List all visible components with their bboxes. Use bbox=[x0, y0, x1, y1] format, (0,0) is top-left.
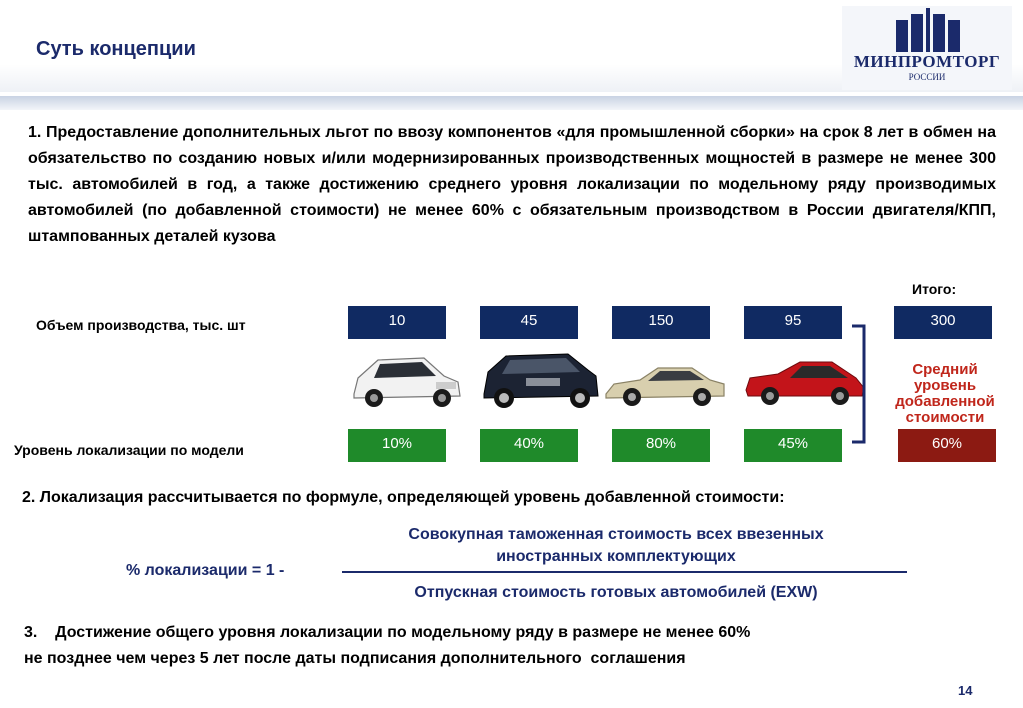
formula-numerator-line-1: Совокупная таможенная стоимость всех ввезенных bbox=[408, 526, 824, 543]
ministry-logo bbox=[842, 6, 1012, 90]
volume-box-4: 95 bbox=[744, 306, 842, 339]
point-2-text: 2. Локализация рассчитывается по формуле, определяющей уровень добавленной стоимости: bbox=[22, 489, 785, 506]
summary-label: Средний уровень добавленной стоимости bbox=[895, 361, 995, 426]
localization-box-4: 45% bbox=[744, 429, 842, 462]
volume-box-1: 10 bbox=[348, 306, 446, 339]
localization-row-label: Уровень локализации по модели bbox=[14, 442, 244, 458]
formula-fraction-line bbox=[342, 571, 907, 573]
formula-numerator-line-2: иностранных комплектующих bbox=[496, 548, 736, 565]
localization-total-box: 60% bbox=[898, 429, 996, 462]
bracket-icon bbox=[850, 324, 878, 444]
point-1-text: 1. Предоставление дополнительных льгот по ввозу компонентов «для промышленной сборки» на срок 8 лет в обмен на обязательство по созданию новых и/или модернизированных производственных мощностей в размере не менее 300 тыс. автомобилей в год, а также достижению среднего уровня локализации по модельному ряду производимых автомобилей (по добавленной стоимости) не менее 60% с обязательным производством в России двигателя/КПП, штампованных деталей кузова bbox=[28, 124, 996, 245]
localization-box-1: 10% bbox=[348, 429, 446, 462]
formula-left-side: % локализации = 1 - bbox=[126, 562, 285, 579]
page-number: 14 bbox=[958, 683, 973, 698]
total-header: Итого: bbox=[912, 281, 957, 297]
ministry-emblem-icon bbox=[842, 6, 1012, 54]
white-hatchback-car-image bbox=[340, 348, 470, 414]
volume-total-box: 300 bbox=[894, 306, 992, 339]
formula-denominator: Отпускная стоимость готовых автомобилей (EXW) bbox=[414, 584, 818, 601]
logo-text: МИНПРОМТОРГ bbox=[853, 52, 1001, 71]
dark-blue-suv-car-image bbox=[476, 346, 606, 412]
page-title: Суть концепции bbox=[36, 38, 196, 60]
point-3-line-1: 3. Достижение общего уровня локализации по модельному ряду в размере не менее 60% bbox=[24, 624, 751, 641]
beige-sedan-car-image bbox=[600, 350, 730, 416]
logo-subtext: РОССИИ bbox=[908, 72, 946, 82]
volume-box-3: 150 bbox=[612, 306, 710, 339]
localization-box-2: 40% bbox=[480, 429, 578, 462]
localization-box-3: 80% bbox=[612, 429, 710, 462]
point-3-line-2: не позднее чем через 5 лет после даты подписания дополнительного соглашения bbox=[24, 650, 686, 667]
header-divider bbox=[0, 96, 1023, 110]
volume-box-2: 45 bbox=[480, 306, 578, 339]
volume-row-label: Объем производства, тыс. шт bbox=[36, 317, 246, 333]
